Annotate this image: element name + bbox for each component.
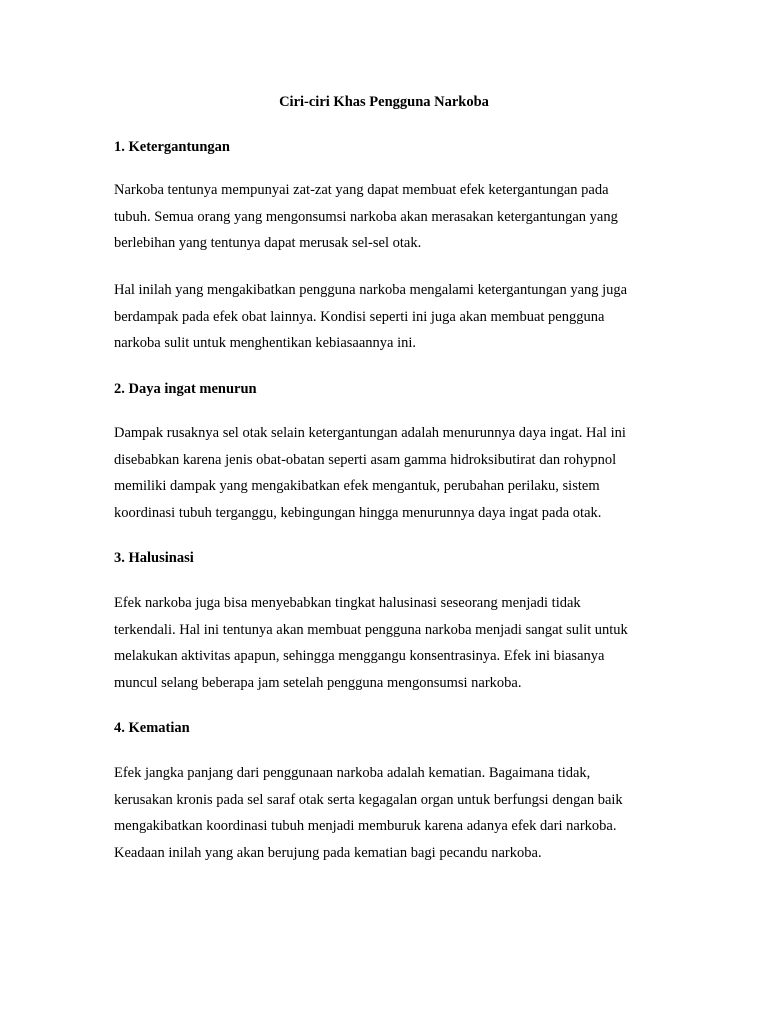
text-line: Keadaan inilah yang akan berujung pada kematian bagi pecandu narkoba. bbox=[114, 844, 542, 861]
paragraph-ketergantungan-1 bbox=[114, 181, 674, 261]
text-line: Efek jangka panjang dari penggunaan narkoba adalah kematian. Bagaimana tidak, bbox=[114, 765, 591, 781]
text-line: berdampak pada efek obat lainnya. Kondisi seperti ini juga akan membuat pengguna bbox=[114, 308, 605, 325]
paragraph-ketergantungan-2 bbox=[114, 281, 674, 361]
text-line: Efek narkoba juga bisa menyebabkan tingkat halusinasi seseorang menjadi tidak bbox=[114, 595, 581, 611]
section-heading-kematian: 4. Kematian bbox=[114, 720, 190, 736]
paragraph-halusinasi bbox=[114, 594, 674, 700]
text-line: terkendali. Hal ini tentunya akan membuat pengguna narkoba menjadi sangat sulit untuk bbox=[114, 621, 628, 638]
text-line: Dampak rusaknya sel otak selain ketergantungan adalah menurunnya daya ingat. Hal ini bbox=[114, 425, 626, 441]
text-line: Narkoba tentunya mempunyai zat-zat yang dapat membuat efek ketergantungan pada bbox=[114, 182, 609, 198]
section-heading-ketergantungan: 1. Ketergantungan bbox=[114, 139, 230, 155]
paragraph-daya-ingat bbox=[114, 424, 674, 530]
text-line: melakukan aktivitas apapun, sehingga menggangu konsentrasinya. Efek ini biasanya bbox=[114, 648, 605, 665]
section-heading-daya-ingat: 2. Daya ingat menurun bbox=[114, 381, 257, 397]
text-line: narkoba sulit untuk menghentikan kebiasaannya ini. bbox=[114, 335, 417, 352]
paragraph-kematian bbox=[114, 764, 674, 870]
text-line: muncul selang beberapa jam setelah pengguna mengonsumsi narkoba. bbox=[114, 674, 522, 691]
text-line: koordinasi tubuh terganggu, kebingungan hingga menurunnya daya ingat pada otak. bbox=[114, 504, 602, 521]
text-line: disebabkan karena jenis obat-obatan seperti asam gamma hidroksibutirat dan rohypnol bbox=[114, 451, 617, 468]
document-title: Ciri-ciri Khas Pengguna Narkoba bbox=[279, 94, 489, 110]
text-line: Hal inilah yang mengakibatkan pengguna narkoba mengalami ketergantungan yang juga bbox=[114, 282, 628, 298]
text-line: tubuh. Semua orang yang mengonsumsi narkoba akan merasakan ketergantungan yang bbox=[114, 208, 618, 225]
text-line: kerusakan kronis pada sel saraf otak serta kegagalan organ untuk berfungsi dengan baik bbox=[114, 791, 623, 808]
section-heading-halusinasi: 3. Halusinasi bbox=[114, 550, 194, 566]
text-line: berlebihan yang tentunya dapat merusak sel-sel otak. bbox=[114, 235, 422, 252]
text-line: mengakibatkan koordinasi tubuh menjadi memburuk karena adanya efek dari narkoba. bbox=[114, 818, 617, 835]
text-line: memiliki dampak yang mengakibatkan efek mengantuk, perubahan perilaku, sistem bbox=[114, 478, 600, 495]
